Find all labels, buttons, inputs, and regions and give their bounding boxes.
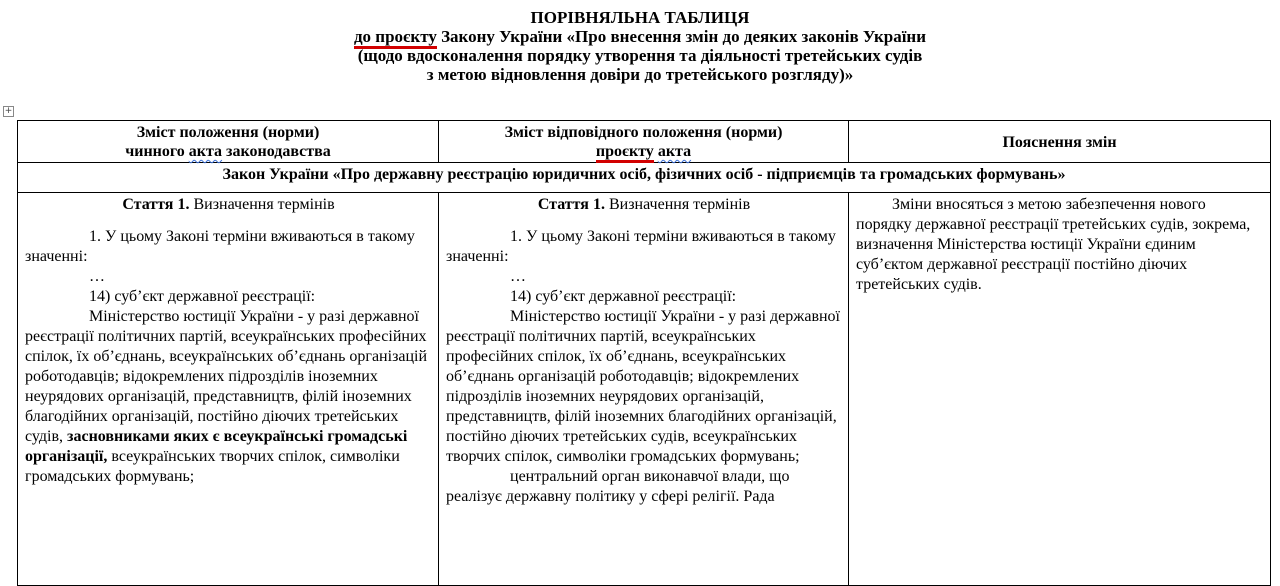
heading-project-word: до проєкту <box>354 27 437 49</box>
heading-line-4: з метою відновлення довіри до третейського розгляду)» <box>426 65 854 84</box>
table-header-row <box>18 121 1271 163</box>
header-akta-word: акта <box>188 143 223 160</box>
heading-line-2: до проєкту Закону України «Про внесення змін до деяких законів України <box>0 27 1280 46</box>
current-act-cell: Стаття 1. Визначення термінів 1. У цьому Законі терміни вживаються в такому значенні: … 14) суб’єкт державної реєстрації: Міністерство юстиції України - у разі державної реєстрації політичних партій, всеукраїнських професійних спілок, їх об’єднань, всеукраїнських об’єднань організацій роботодавців; відокремлених підрозділів іноземних неурядових організацій, представництв, філій іноземних благодійних організацій, постійно діючих третейських судів, засновниками яких є всеукраїнські громадські організації, всеукраїнських творчих спілок, символіки громадських формувань; <box>18 193 439 586</box>
header-project-word: проєкту <box>596 143 654 163</box>
law-title: Закон України «Про державну реєстрацію юридичних осіб, фізичних осіб - підприємців та громадських формувань» <box>18 163 1271 193</box>
header-explanation: Пояснення змін <box>849 121 1271 163</box>
heading-line-3: (щодо вдосконалення порядку утворення та діяльності третейських судів <box>357 46 923 65</box>
article-heading: Стаття 1. Визначення термінів <box>122 196 335 213</box>
comparison-table <box>17 120 1271 586</box>
header-project-act: Зміст відповідного положення (норми) проєкту акта <box>439 121 849 163</box>
header-akta-word-2: акта <box>657 143 692 160</box>
highlighted-removed-text: засновниками яких є всеукраїнські громадські організації, <box>25 428 408 465</box>
table-row <box>18 193 1271 586</box>
heading-title: ПОРІВНЯЛЬНА ТАБЛИЦЯ <box>530 8 750 27</box>
law-title-row <box>18 163 1271 193</box>
table-move-handle-icon[interactable]: + <box>4 106 13 116</box>
explanation-cell: Зміни вносяться з метою забезпечення нового порядку державної реєстрації третейських судів, зокрема, визначення Міністерства юстиції України єдиним суб’єктом державної реєстрації постійно діючих третейських судів. <box>849 193 1271 586</box>
header-current-act: Зміст положення (норми) чинного акта законодавства <box>18 121 439 163</box>
document-heading <box>0 0 1280 84</box>
project-act-cell: Стаття 1. Визначення термінів 1. У цьому Законі терміни вживаються в такому значенні: … 14) суб’єкт державної реєстрації: Міністерство юстиції України - у разі державної реєстрації політичних партій, всеукраїнських професійних спілок, їх об’єднань, всеукраїнських об’єднань організацій роботодавців; відокремлених підрозділів іноземних неурядових організацій, представництв, філій іноземних благодійних організацій, постійно діючих третейських судів, всеукраїнських творчих спілок, символіки громадських формувань; центральний орган виконавчої влади, що реалізує державну політику у сфері релігії. Рада <box>439 193 849 586</box>
article-heading: Стаття 1. Визначення термінів <box>537 196 751 213</box>
